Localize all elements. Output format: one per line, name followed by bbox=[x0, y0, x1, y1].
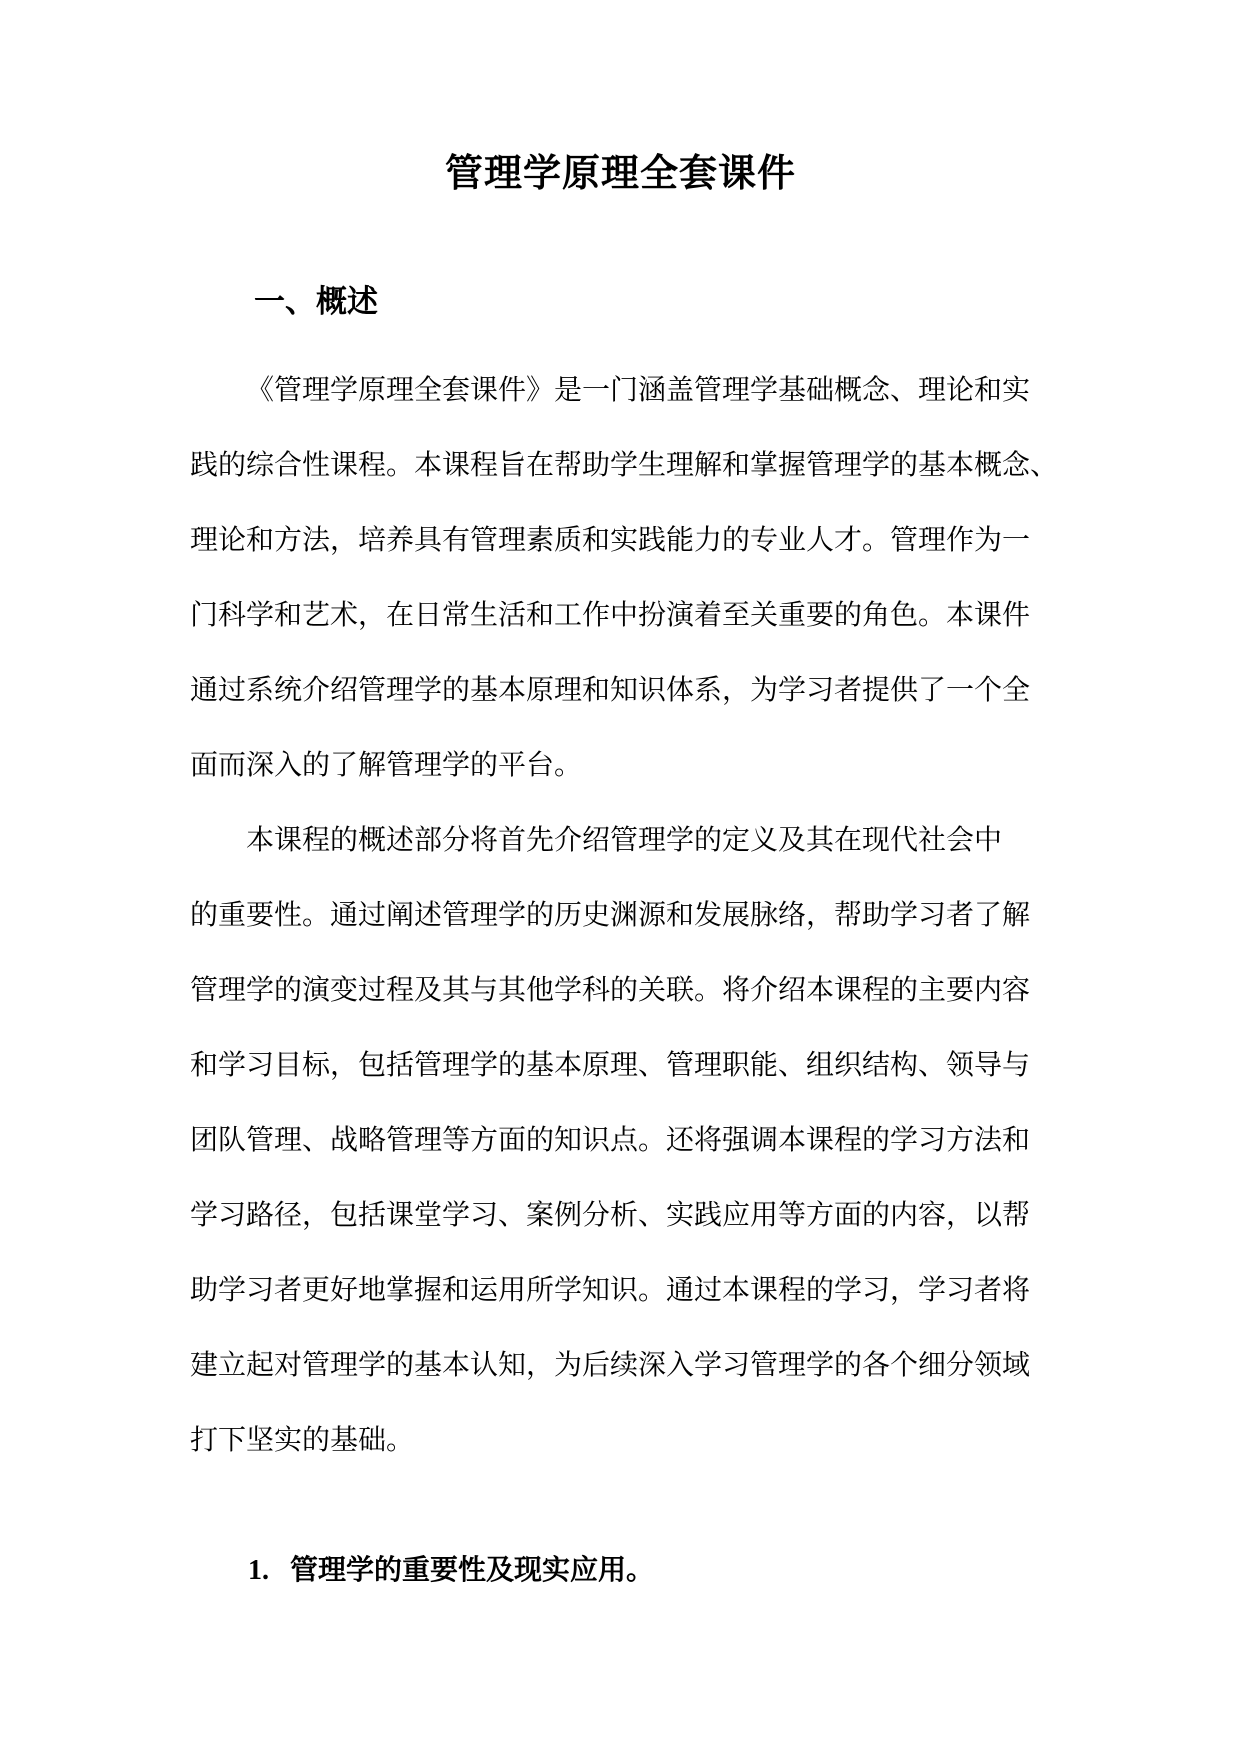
paragraph-line: 助学习者更好地掌握和运用所学知识。通过本课程的学习，学习者将 bbox=[190, 1273, 1031, 1306]
subheading bbox=[248, 1550, 654, 1591]
subheading-number: 1. bbox=[248, 1555, 269, 1586]
paragraph-line: 理论和方法，培养具有管理素质和实践能力的专业人才。管理作为一 bbox=[190, 523, 1031, 556]
paragraph-line: 学习路径，包括课堂学习、案例分析、实践应用等方面的内容，以帮 bbox=[190, 1198, 1031, 1231]
paragraph-line: 打下坚实的基础。 bbox=[190, 1423, 415, 1456]
paragraph-line: 《管理学原理全套课件》是一门涵盖管理学基础概念、理论和实 bbox=[246, 373, 1031, 406]
paragraph-line: 管理学的演变过程及其与其他学科的关联。将介绍本课程的主要内容 bbox=[190, 973, 1031, 1006]
paragraph-line: 面而深入的了解管理学的平台。 bbox=[190, 748, 583, 781]
page-title: 管理学原理全套课件 bbox=[444, 150, 796, 195]
paragraph-line: 团队管理、战略管理等方面的知识点。还将强调本课程的学习方法和 bbox=[190, 1123, 1031, 1156]
paragraph-line: 门科学和艺术，在日常生活和工作中扮演着至关重要的角色。本课件 bbox=[190, 598, 1031, 631]
paragraph-line: 建立起对管理学的基本认知，为后续深入学习管理学的各个细分领域 bbox=[190, 1348, 1031, 1381]
paragraph-line: 践的综合性课程。本课程旨在帮助学生理解和掌握管理学的基本概念、 bbox=[190, 448, 1059, 481]
section-heading: 一、概述 bbox=[254, 284, 378, 320]
paragraph-line: 和学习目标，包括管理学的基本原理、管理职能、组织结构、领导与 bbox=[190, 1048, 1031, 1081]
paragraph-line: 通过系统介绍管理学的基本原理和知识体系，为学习者提供了一个全 bbox=[190, 673, 1031, 706]
subheading-text: 管理学的重要性及现实应用。 bbox=[290, 1553, 655, 1586]
paragraph-line: 的重要性。通过阐述管理学的历史渊源和发展脉络，帮助学习者了解 bbox=[190, 898, 1031, 931]
paragraph-line: 本课程的概述部分将首先介绍管理学的定义及其在现代社会中 bbox=[246, 823, 1003, 856]
